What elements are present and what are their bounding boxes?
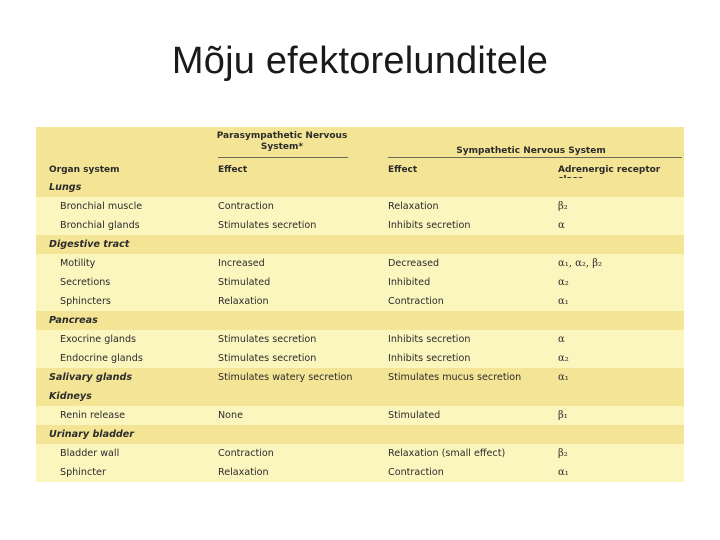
receptor-class-cell: α₁: [558, 372, 569, 383]
parasympathetic-group-header: Parasympathetic Nervous System*: [216, 131, 348, 152]
parasympathetic-effect-cell: Stimulates secretion: [218, 353, 317, 364]
sympathetic-effect-cell: Inhibits secretion: [388, 334, 471, 345]
parasympathetic-effect-cell: Stimulated: [218, 277, 271, 288]
effector-table: [36, 127, 684, 482]
receptor-class-cell: α: [558, 334, 565, 345]
receptor-class-cell: α₂: [558, 353, 569, 364]
organ-cell: Secretions: [60, 277, 111, 288]
sympathetic-effect-cell: Decreased: [388, 258, 440, 269]
receptor-class-cell: α₁, α₂, β₂: [558, 258, 603, 269]
sympathetic-effect-cell: Relaxation: [388, 201, 439, 212]
column-header-para-effect: Effect: [218, 165, 248, 175]
organ-cell: Bladder wall: [60, 448, 120, 459]
parasympathetic-effect-cell: Stimulates secretion: [218, 220, 317, 231]
sympathetic-effect-cell: Inhibits secretion: [388, 353, 471, 364]
organ-cell: Bronchial muscle: [60, 201, 143, 212]
organ-cell: Kidneys: [49, 391, 92, 402]
receptor-class-cell: α: [558, 220, 565, 231]
organ-cell: Salivary glands: [49, 372, 133, 383]
table-row: [36, 216, 684, 235]
organ-cell: Motility: [60, 258, 96, 269]
table-row: [36, 330, 684, 349]
receptor-class-cell: β₂: [558, 448, 568, 459]
table-row: [36, 463, 684, 482]
parasympathetic-effect-cell: Stimulates watery secretion: [218, 372, 353, 383]
table-header: [36, 127, 684, 178]
table-row: [36, 254, 684, 273]
sympathetic-effect-cell: Inhibits secretion: [388, 220, 471, 231]
organ-cell: Sphincters: [60, 296, 111, 307]
table-category-row: [36, 311, 684, 330]
receptor-class-cell: β₁: [558, 410, 568, 421]
receptor-class-cell: α₂: [558, 277, 569, 288]
parasympathetic-effect-cell: Increased: [218, 258, 265, 269]
parasympathetic-header-rule: [218, 157, 348, 158]
organ-cell: Exocrine glands: [60, 334, 137, 345]
table-category-row: [36, 387, 684, 406]
table-row: [36, 292, 684, 311]
parasympathetic-effect-cell: Contraction: [218, 201, 274, 212]
parasympathetic-effect-cell: None: [218, 410, 244, 421]
table-category-row: [36, 235, 684, 254]
slide-title: Mõju efektorelunditele: [171, 40, 549, 82]
sympathetic-effect-cell: Relaxation (small effect): [388, 448, 506, 459]
table-row: [36, 197, 684, 216]
table-row: [36, 444, 684, 463]
column-header-organ-system: Organ system: [49, 165, 120, 175]
parasympathetic-effect-cell: Stimulates secretion: [218, 334, 317, 345]
sympathetic-effect-cell: Contraction: [388, 296, 444, 307]
parasympathetic-effect-cell: Contraction: [218, 448, 274, 459]
sympathetic-effect-cell: Contraction: [388, 467, 444, 478]
organ-cell: Renin release: [60, 410, 125, 421]
sympathetic-effect-cell: Inhibited: [388, 277, 431, 288]
organ-cell: Pancreas: [49, 315, 98, 326]
table-category-row: [36, 425, 684, 444]
sympathetic-group-header: Sympathetic Nervous System: [456, 146, 606, 156]
organ-cell: Urinary bladder: [49, 429, 135, 440]
column-header-sym-effect: Effect: [388, 165, 418, 175]
organ-cell: Bronchial glands: [60, 220, 140, 231]
organ-cell: Lungs: [49, 182, 82, 193]
table-category-row: [36, 178, 684, 197]
organ-cell: Digestive tract: [49, 239, 130, 250]
parasympathetic-effect-cell: Relaxation: [218, 467, 269, 478]
parasympathetic-effect-cell: Relaxation: [218, 296, 269, 307]
table-row: [36, 406, 684, 425]
table-category-row: [36, 368, 684, 387]
table-row: [36, 273, 684, 292]
organ-cell: Sphincter: [60, 467, 106, 478]
organ-cell: Endocrine glands: [60, 353, 143, 364]
receptor-class-cell: α₁: [558, 467, 569, 478]
receptor-class-cell: α₁: [558, 296, 569, 307]
sympathetic-effect-cell: Stimulated: [388, 410, 441, 421]
receptor-class-cell: β₂: [558, 201, 568, 212]
table-row: [36, 349, 684, 368]
column-header-receptor-class: Adrenergic receptor: [558, 165, 661, 175]
sympathetic-header-rule: [388, 157, 682, 158]
sympathetic-effect-cell: Stimulates mucus secretion: [388, 372, 522, 383]
